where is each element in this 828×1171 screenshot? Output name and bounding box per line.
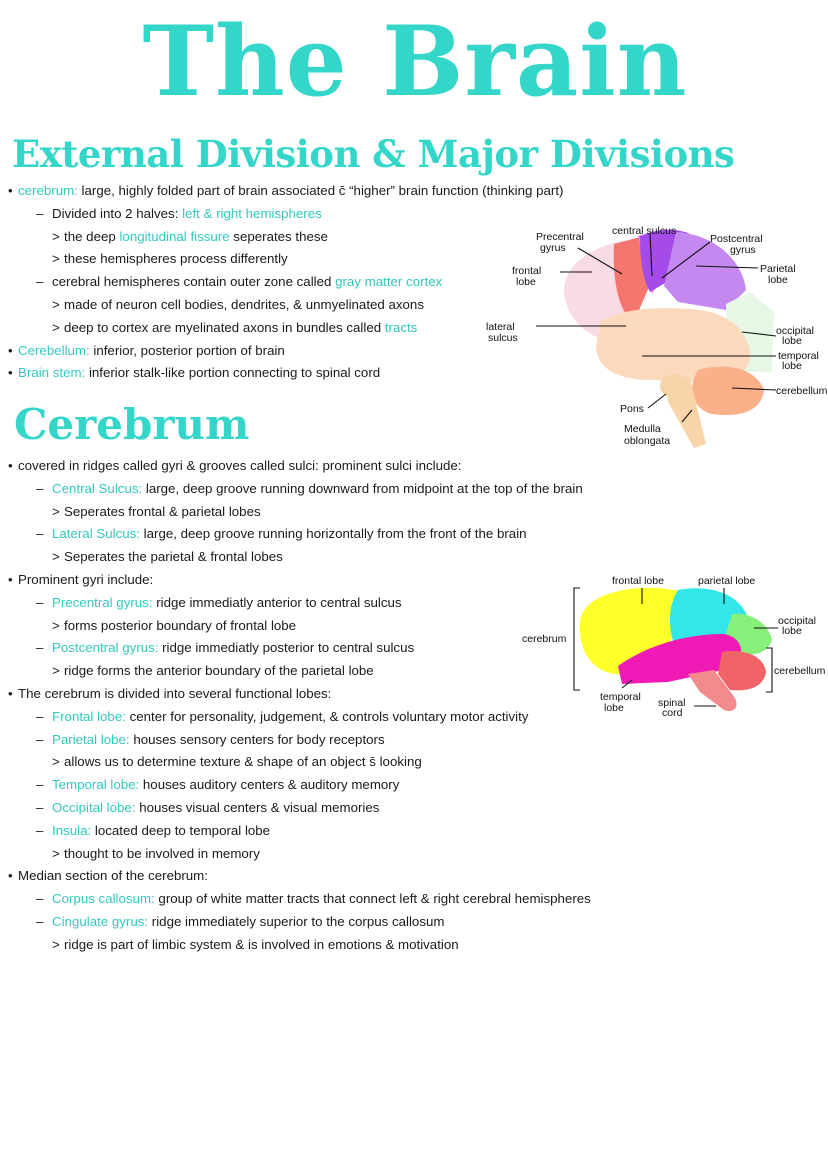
note-text: cerebral hemispheres contain outer zone called [52, 274, 336, 290]
highlighted-term: left & right hemispheres [182, 205, 322, 221]
pons-shape [660, 374, 688, 398]
note-item [8, 934, 591, 957]
note-item [8, 478, 591, 501]
highlighted-term: Lateral Sulcus: [52, 526, 140, 542]
highlighted-term: gray matter cortex [335, 274, 443, 290]
highlighted-term: Brain stem: [18, 365, 86, 381]
label-2-spinal-cord: spinal cord [658, 697, 686, 719]
label-medulla-oblongata: Medulla oblongata [624, 423, 671, 447]
highlighted-term: Precentral gyrus: [52, 594, 153, 610]
note-item [8, 911, 591, 934]
highlighted-term: Cerebellum: [18, 342, 90, 358]
note-item [8, 501, 591, 524]
note-text: large, deep groove running horizontally from the front of the brain [139, 526, 527, 542]
label-postcentral-gyrus: Postcentral gyrus [710, 233, 763, 256]
note-item [8, 706, 591, 729]
label-frontal-lobe: frontal lobe [512, 265, 542, 288]
note-text: ridge immediately superior to the corpus callosum [148, 913, 445, 929]
note-item [8, 683, 591, 706]
note-item [8, 797, 591, 820]
section-title-cerebrum: Cerebrum [14, 400, 250, 449]
note-text: located deep to temporal lobe [91, 822, 271, 838]
label-lateral-sulcus: lateral sulcus [486, 321, 518, 344]
note-text: made of neuron cell bodies, dendrites, & unmyelinated axons [64, 296, 424, 312]
highlighted-term: Frontal lobe: [52, 708, 126, 724]
label-temporal-lobe: temporal lobe [778, 350, 819, 372]
cerebellum-bracket [766, 648, 772, 692]
note-text: The cerebrum is divided into several functional lobes: [18, 685, 332, 701]
note-item [8, 865, 591, 888]
cerebrum-notes-list [8, 455, 591, 957]
note-item [8, 523, 591, 546]
label-2-occipital-lobe: occipital lobe [778, 615, 816, 637]
highlighted-term: Occipital lobe: [52, 799, 136, 815]
note-text: Prominent gyri include: [18, 571, 154, 587]
highlighted-term: Postcentral gyrus: [52, 640, 159, 656]
note-item [8, 546, 591, 569]
label-occipital-lobe: occipital lobe [776, 325, 814, 347]
note-text: center for personality, judgement, & controls voluntary motor activity [125, 708, 529, 724]
note-text: inferior, posterior portion of brain [89, 342, 285, 358]
note-text: large, deep groove running downward from midpoint at the top of the brain [142, 480, 583, 496]
note-item [8, 569, 591, 592]
note-text: ridge is part of limbic system & is involved in emotions & motivation [64, 936, 459, 952]
note-text: the deep [64, 228, 120, 244]
note-item [8, 774, 591, 797]
note-item [8, 637, 591, 660]
note-text: allows us to determine texture & shape of an object s̄ looking [64, 754, 422, 770]
label-2-cerebrum: cerebrum [522, 633, 567, 645]
label-central-sulcus: central sulcus [612, 225, 677, 237]
label-pons: Pons [620, 403, 644, 415]
label-2-parietal-lobe: parietal lobe [698, 575, 756, 587]
brain-diagram-lateral [480, 222, 826, 454]
note-text: thought to be involved in memory [64, 845, 260, 861]
note-item [8, 843, 591, 866]
note-text: houses auditory centers & auditory memory [139, 777, 400, 793]
label-2-temporal-lobe: temporal lobe [600, 691, 641, 714]
note-item [8, 660, 591, 683]
highlighted-term: tracts [384, 319, 418, 335]
cerebrum-bracket [574, 588, 580, 690]
note-text: houses visual centers & visual memories [135, 799, 380, 815]
highlighted-term: Temporal lobe: [52, 777, 140, 793]
note-text: these hemispheres process differently [64, 251, 288, 267]
cerebellum-shape [692, 367, 764, 415]
note-text: large, highly folded part of brain associated c̄ “higher” brain function (thinking part) [77, 183, 564, 198]
highlighted-term: Insula: [52, 822, 92, 838]
label-cerebellum: cerebellum [776, 385, 828, 397]
note-text: group of white matter tracts that connect left & right cerebral hemispheres [154, 891, 591, 907]
label-precentral-gyrus: Precentral gyrus [536, 231, 584, 254]
highlighted-term: longitudinal fissure [119, 228, 230, 244]
note-text: deep to cortex are myelinated axons in bundles called [64, 319, 385, 335]
label-parietal-lobe: Parietal lobe [760, 263, 796, 286]
note-item [8, 888, 591, 911]
note-text: houses sensory centers for body receptors [129, 731, 385, 747]
label-2-cerebellum: cerebellum [774, 665, 826, 677]
highlighted-term: Cingulate gyrus: [52, 913, 149, 929]
page-title: The Brain [142, 5, 688, 118]
note-item [8, 729, 591, 752]
note-text: ridge immediatly anterior to central sulcus [152, 594, 402, 610]
highlighted-term: Corpus callosum: [52, 891, 155, 907]
note-item [8, 455, 591, 478]
note-text: Divided into 2 halves: [52, 205, 183, 221]
note-item [8, 820, 591, 843]
note-text: Median section of the cerebrum: [18, 868, 208, 884]
cerebellum-shape-2 [718, 651, 766, 690]
note-text: seperates these [229, 228, 328, 244]
note-text: ridge immediatly posterior to central sulcus [158, 640, 415, 656]
highlighted-term: cerebrum: [18, 183, 78, 198]
note-text: ridge forms the anterior boundary of the parietal lobe [64, 663, 374, 679]
brain-lobes [564, 230, 774, 448]
note-item [8, 751, 591, 774]
note-item [8, 615, 591, 638]
label-2-frontal-lobe: frontal lobe [612, 575, 664, 587]
section-title-external: External Division & Major Divisions [12, 132, 735, 176]
highlighted-term: Parietal lobe: [52, 731, 130, 747]
note-text: forms posterior boundary of frontal lobe [64, 617, 297, 633]
note-text: Seperates the parietal & frontal lobes [64, 549, 283, 565]
note-item [8, 180, 563, 203]
note-item [8, 592, 591, 615]
leader-pons [648, 394, 666, 408]
highlighted-term: Central Sulcus: [52, 480, 143, 496]
note-text: covered in ridges called gyri & grooves called sulci: prominent sulci include: [18, 458, 462, 473]
note-text: inferior stalk-like portion connecting to spinal cord [85, 365, 381, 381]
brain-diagram-colored [518, 570, 826, 720]
note-text: Seperates frontal & parietal lobes [64, 503, 261, 519]
